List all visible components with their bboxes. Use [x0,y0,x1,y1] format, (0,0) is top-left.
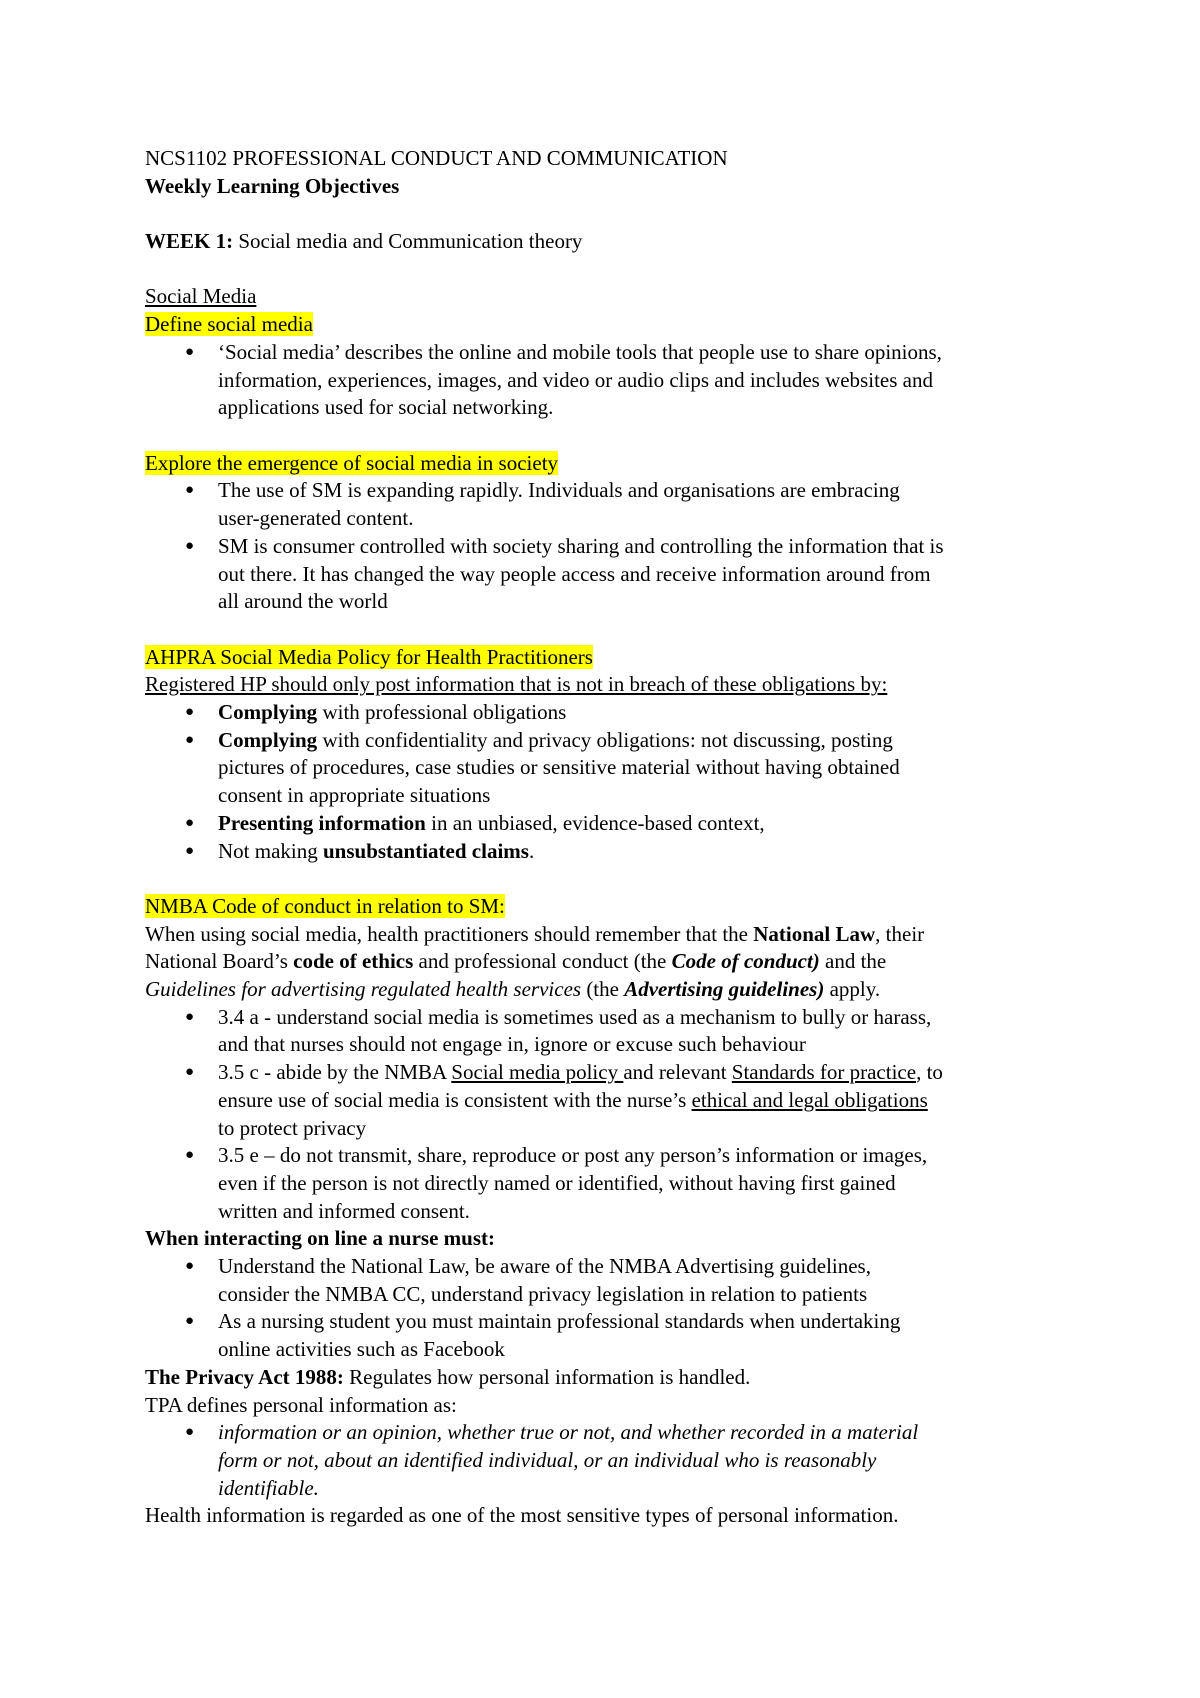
nmba-heading: NMBA Code of conduct in relation to SM: [145,893,505,918]
spacer [145,200,1075,228]
privacy-act-line: The Privacy Act 1988: Regulates how personal information is handled. [145,1364,751,1389]
week-label: WEEK 1: [145,229,234,254]
spacer [145,616,1075,644]
interacting-heading: When interacting on line a nurse must: [145,1226,496,1251]
bullet-icon: ● [185,1008,195,1025]
list-item: ● The use of SM is expanding rapidly. Individuals and organisations are embracing user-generated content. [185,478,900,531]
spacer [145,256,1075,284]
week-heading [145,228,1075,256]
interacting-list [145,1253,1075,1364]
page-subtitle: Weekly Learning Objectives [145,173,400,198]
ahpra-intro: Registered HP should only post information that is not in breach of these obligations by: [145,672,888,697]
list-item: ● ‘Social media’ describes the online and mobile tools that people use to share opinions, information, experiences, images, and video or audio clips and includes websites and applications used for social networking. [185,339,942,420]
ahpra-list [145,699,1075,865]
list-item: ● Not making unsubstantiated claims. [145,838,1075,866]
list-item: ● Complying with professional obligations [145,699,1075,727]
spacer [145,422,1075,450]
bullet-icon: ● [185,731,195,748]
spacer [145,865,1075,893]
bullet-icon: ● [185,704,195,720]
nmba-list [145,1004,1075,1226]
week-topic: Social media and Communication theory [233,229,583,254]
bullet-icon: ● [185,537,195,554]
nmba-paragraph-line: Guidelines for advertising regulated health services (the Advertising guidelines) apply. [145,977,881,1002]
list-item: ● information or an opinion, whether true or not, and whether recorded in a material form or not, about an identified individual, or an individual who is reasonably identifiable. [185,1420,919,1500]
document-body [145,145,1075,1530]
privacy-closing-line: Health information is regarded as one of the most sensitive types of personal information. [145,1503,899,1528]
define-list [145,339,1075,422]
section-social-media: Social Media [145,284,257,309]
explore-heading: Explore the emergence of social media in society [145,450,559,475]
list-item: ● 3.4 a - understand social media is sometimes used as a mechanism to bully or harass, and that nurses should not engage in, ignore or excuse such behaviour [185,1004,932,1057]
bullet-icon: ● [185,343,195,360]
bullet-icon: ● [185,1258,195,1275]
ahpra-heading: AHPRA Social Media Policy for Health Practitioners [145,644,593,669]
course-title: NCS1102 PROFESSIONAL CONDUCT AND COMMUNICATION [145,146,728,170]
list-item: ● Understand the National Law, be aware of the NMBA Advertising guidelines, consider the NMBA CC, understand privacy legislation in relation to patients [185,1254,871,1306]
bullet-icon: ● [185,842,195,859]
bullet-icon: ● [185,1313,195,1330]
privacy-defines-line: TPA defines personal information as: [145,1392,457,1417]
list-item: ● Presenting information in an unbiased, evidence-based context, [145,810,1075,838]
bullet-icon: ● [185,1424,195,1441]
bullet-icon: ● [185,1064,195,1081]
explore-list [145,477,1075,616]
nmba-paragraph-line: National Board’s code of ethics and professional conduct (the Code of conduct) and the [145,949,887,974]
list-item: ● Complying with confidentiality and privacy obligations: not discussing, posting pictures of procedures, case studies or sensitive material without having obtained consent in appropriate situations [185,727,900,808]
bullet-icon: ● [185,1147,195,1164]
list-item: ● 3.5 e – do not transmit, share, reproduce or post any person’s information or images, even if the person is not directly named or identified, without having first gained written and informed consent. [185,1143,928,1223]
list-item: ● 3.5 c - abide by the NMBA Social media policy and relevant Standards for practice, to ensure use of social media is consistent with the nurse’s ethical and legal obligations to protect privacy [185,1060,943,1140]
list-item: ● As a nursing student you must maintain professional standards when undertaking online activities such as Facebook [185,1309,901,1362]
define-heading: Define social media [145,312,313,337]
privacy-list [145,1419,1075,1502]
bullet-icon: ● [185,814,195,831]
bullet-icon: ● [185,482,195,499]
list-item: ● SM is consumer controlled with society sharing and controlling the information that is out there. It has changed the way people access and receive information around from all around the world [185,533,944,614]
nmba-paragraph-line: When using social media, health practitioners should remember that the National Law, their [145,921,925,946]
